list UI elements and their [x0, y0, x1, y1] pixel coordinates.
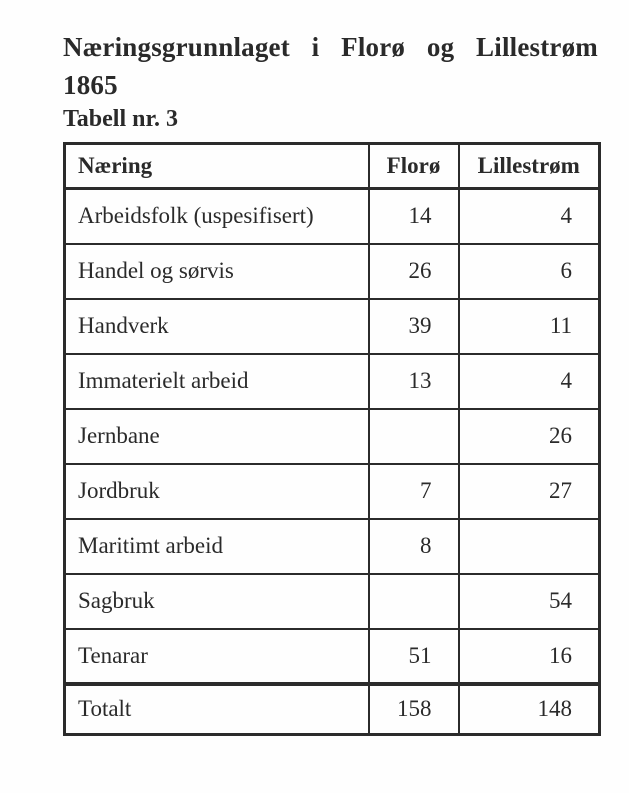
cell-naering: Handel og sørvis: [65, 244, 369, 299]
cell-lillestrom: 11: [459, 299, 600, 354]
cell-floro: 13: [369, 354, 459, 409]
table-header: [65, 144, 600, 189]
table-caption: Tabell nr. 3: [63, 106, 178, 132]
table-row: [65, 244, 600, 299]
cell-lillestrom-total: 148: [459, 684, 600, 735]
cell-floro: 8: [369, 519, 459, 574]
cell-floro-total: 158: [369, 684, 459, 735]
column-header-lillestrom: Lillestrøm: [459, 144, 600, 189]
cell-lillestrom: 4: [459, 189, 600, 244]
table-row: [65, 189, 600, 244]
cell-floro: 26: [369, 244, 459, 299]
cell-floro: 14: [369, 189, 459, 244]
column-header-floro: Florø: [369, 144, 459, 189]
cell-naering: Tenarar: [65, 629, 369, 684]
table-total-row: [65, 684, 600, 735]
cell-floro: 39: [369, 299, 459, 354]
title-line-2: 1865: [63, 70, 118, 100]
cell-lillestrom: 6: [459, 244, 600, 299]
cell-naering: Arbeidsfolk (uspesifisert): [65, 189, 369, 244]
document-page: [63, 28, 598, 736]
header-row: [65, 144, 600, 189]
cell-floro: [369, 409, 459, 464]
column-header-naering: Næring: [65, 144, 369, 189]
cell-floro: 7: [369, 464, 459, 519]
cell-naering: Handverk: [65, 299, 369, 354]
table-row: [65, 629, 600, 684]
cell-lillestrom: 27: [459, 464, 600, 519]
cell-naering: Maritimt arbeid: [65, 519, 369, 574]
cell-lillestrom: 26: [459, 409, 600, 464]
table-row: [65, 299, 600, 354]
table-row: [65, 464, 600, 519]
page-title: [63, 28, 598, 104]
table-row: [65, 519, 600, 574]
cell-lillestrom: [459, 519, 600, 574]
cell-naering: Jordbruk: [65, 464, 369, 519]
table-row: [65, 409, 600, 464]
cell-floro: [369, 574, 459, 629]
table-row: [65, 354, 600, 409]
cell-naering: Jernbane: [65, 409, 369, 464]
cell-naering: Sagbruk: [65, 574, 369, 629]
cell-floro: 51: [369, 629, 459, 684]
table-row: [65, 574, 600, 629]
cell-lillestrom: 16: [459, 629, 600, 684]
cell-naering-total: Totalt: [65, 684, 369, 735]
cell-lillestrom: 4: [459, 354, 600, 409]
title-line-1: Næringsgrunnlaget i Florø og Lillestrøm: [63, 32, 598, 62]
cell-naering: Immaterielt arbeid: [65, 354, 369, 409]
cell-lillestrom: 54: [459, 574, 600, 629]
table-body: [65, 189, 600, 735]
naering-table: [63, 142, 601, 736]
